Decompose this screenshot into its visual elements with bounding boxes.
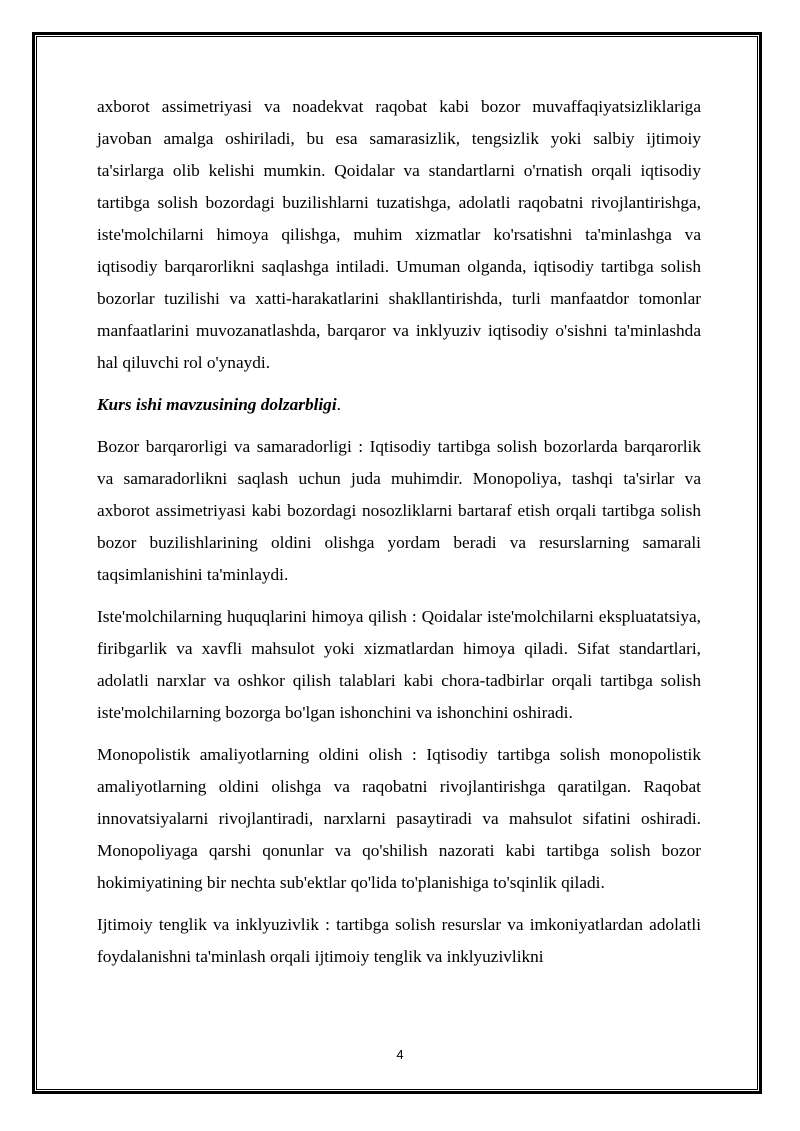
page-number: 4: [396, 1047, 404, 1062]
paragraph-consumer-protection: Iste'molchilarning huquqlarini himoya qilish : Qoidalar iste'molchilarni ekspluatatsiya, firibgarlik va xavfli mahsulot yoki xizmatlardan himoya qiladi. Sifat standartlari, adolatli narxlar va oshkor qilish talablari kabi chora-tadbirlar orqali tartibga solish iste'molchilarning bozorga bo'lgan ishonchini va ishonchini oshiradi.: [97, 607, 701, 722]
paragraph-monopoly-prevention: Monopolistik amaliyotlarning oldini olish : Iqtisodiy tartibga solish monopolistik amaliyotlarning oldini olishga va raqobatni rivojlantirishga qaratilgan. Raqobat innovatsiyalarni rivojlantiradi, narxlarni pasaytiradi va mahsulot sifatini oshiradi. Monopoliyaga qarshi qonunlar va qo'shilish nazorati kabi tartibga solish bozor hokimiyatining bir nechta sub'ektlar qo'lida to'planishiga to'sqinlik qiladi.: [97, 745, 701, 892]
section-heading-text: Kurs ishi mavzusining dolzarbligi: [97, 395, 337, 414]
section-heading-suffix: .: [336, 395, 341, 414]
document-body: [97, 91, 701, 983]
paragraph-social-equity: Ijtimoiy tenglik va inklyuzivlik : tartibga solish resurslar va imkoniyatlardan adolatli foydalanishni ta'minlash orqali ijtimoiy tenglik va inklyuzivlikni: [97, 915, 701, 966]
paragraph-market-stability: Bozor barqarorligi va samaradorligi : Iqtisodiy tartibga solish bozorlarda barqarorlik va samaradorlikni saqlash uchun juda muhimdir. Monopoliya, tashqi ta'sirlar va axborot assimetriyasi kabi bozordagi nosozliklarni bartaraf etish orqali tartibga solish bozor buzilishlarining oldini olishga yordam beradi va resurslarning samarali taqsimlanishini ta'minlaydi.: [97, 437, 701, 584]
section-heading: [97, 389, 701, 421]
paragraph-intro: axborot assimetriyasi va noadekvat raqobat kabi bozor muvaffaqiyatsizliklariga javoban amalga oshiriladi, bu esa samarasizlik, tengsizlik yoki salbiy ijtimoiy ta'sirlarga olib kelishi mumkin. Qoidalar va standartlarni o'rnatish orqali iqtisodiy tartibga solish bozordagi buzilishlarni tuzatishga, adolatli raqobatni rivojlantirishga, iste'molchilarni himoya qilishga, muhim xizmatlar ko'rsatishni ta'minlashga va iqtisodiy barqarorlikni saqlashga intiladi. Umuman olganda, iqtisodiy tartibga solish bozorlar tuzilishi va xatti-harakatlarini shakllantirishda, turli manfaatdor tomonlar manfaatlarini muvozanatlashda, barqaror va inklyuziv iqtisodiy o'sishni ta'minlashda hal qiluvchi rol o'ynaydi.: [97, 97, 701, 372]
